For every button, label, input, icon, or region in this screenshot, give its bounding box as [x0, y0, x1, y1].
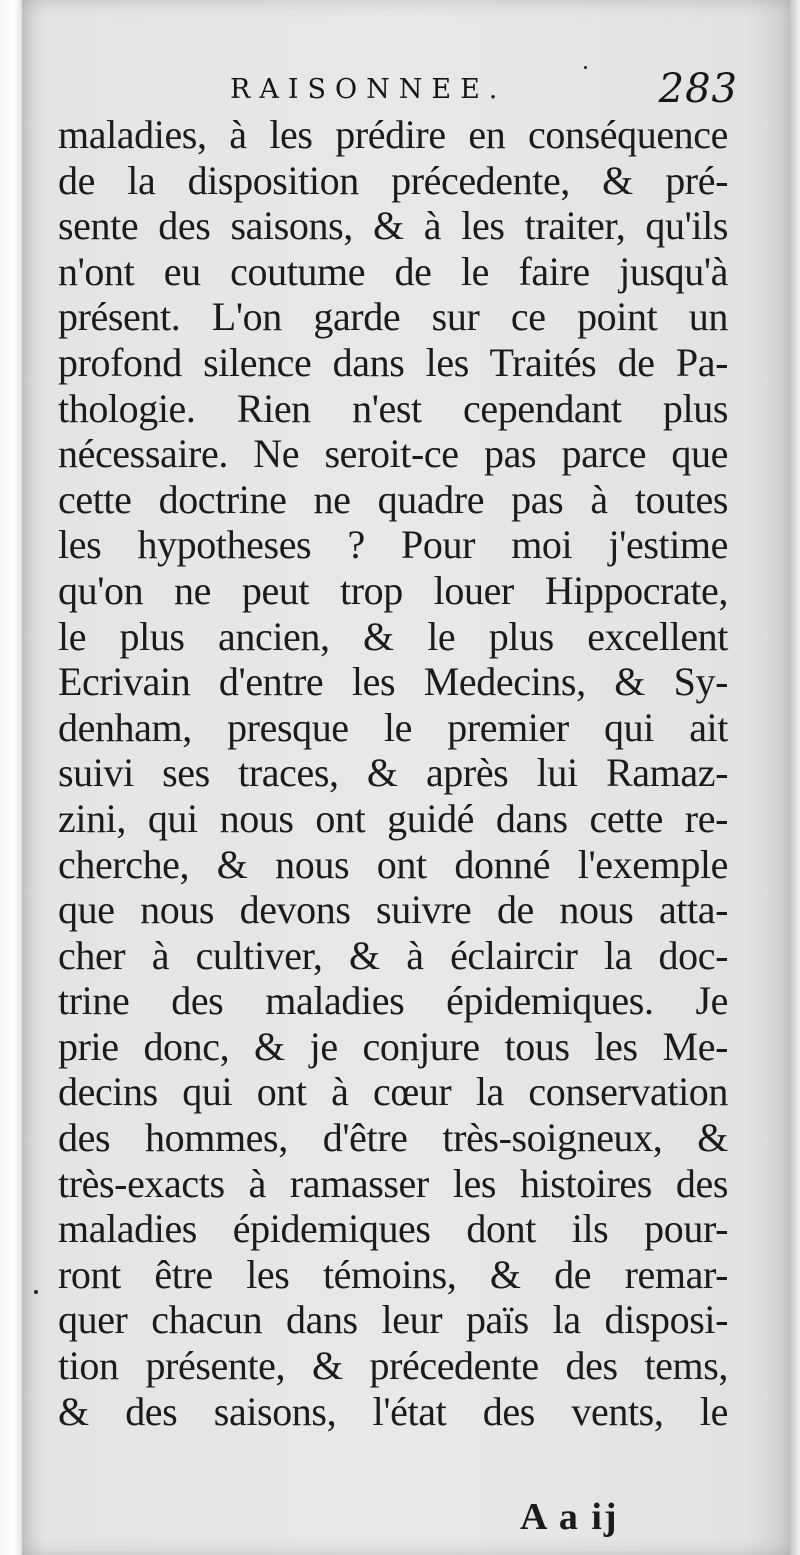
text-line: zini, qui nous ont guidé dans cette re-	[58, 795, 728, 841]
text-line: thologie. Rien n'est cependant plus	[58, 385, 728, 431]
catchword: A a ij	[520, 1496, 619, 1538]
text-line: cette doctrine ne quadre pas à toutes	[58, 476, 728, 522]
text-line: & des saisons, l'état des vents, le	[58, 1388, 728, 1434]
page-number: 283	[658, 66, 738, 112]
text-line: des hommes, d'être très-soigneux, &	[58, 1115, 728, 1161]
text-line: le plus ancien, & le plus excellent	[58, 613, 728, 659]
text-line: sente des saisons, & à les traiter, qu'ils	[58, 203, 728, 249]
text-line: nécessaire. Ne seroit-ce pas parce que	[58, 431, 728, 477]
text-line: très-exacts à ramasser les histoires des	[58, 1160, 728, 1206]
text-line: denham, presque le premier qui ait	[58, 704, 728, 750]
text-line: cher à cultiver, & à éclaircir la doc-	[58, 932, 728, 978]
text-line: maladies, à les prédire en conséquence	[58, 112, 728, 157]
text-line: decins qui ont à cœur la conservation	[58, 1069, 728, 1115]
text-line: Ecrivain d'entre les Medecins, & Sy-	[58, 659, 728, 705]
page-header	[60, 66, 738, 116]
text-line: présent. L'on garde sur ce point un	[58, 294, 728, 340]
running-head: RAISONNEE.	[230, 74, 507, 105]
text-line: cherche, & nous ont donné l'exemple	[58, 841, 728, 887]
text-line: les hypotheses ? Pour moi j'estime	[58, 522, 728, 568]
page-right-edge	[790, 0, 800, 1555]
text-line: n'ont eu coutume de le faire jusqu'à	[58, 248, 728, 294]
text-line: qu'on ne peut trop louer Hippocrate,	[58, 567, 728, 613]
text-line: de la disposition précedente, & pré-	[58, 157, 728, 203]
text-line: prie donc, & je conjure tous les Me-	[58, 1023, 728, 1069]
text-line: tion présente, & précedente des tems,	[58, 1343, 728, 1389]
text-line: suivi ses traces, & après lui Ramaz-	[58, 750, 728, 796]
text-line: trine des maladies épidemiques. Je	[58, 978, 728, 1024]
text-line: maladies épidemiques dont ils pour-	[58, 1206, 728, 1252]
text-line: ront être les témoins, & de remar-	[58, 1251, 728, 1297]
body-text	[58, 112, 728, 1434]
ink-speck	[584, 66, 587, 69]
page-left-edge	[0, 0, 24, 1555]
text-line: profond silence dans les Traités de Pa-	[58, 339, 728, 385]
text-line: quer chacun dans leur païs la disposi-	[58, 1297, 728, 1343]
ink-speck	[34, 1290, 38, 1294]
text-line: que nous devons suivre de nous atta-	[58, 887, 728, 933]
